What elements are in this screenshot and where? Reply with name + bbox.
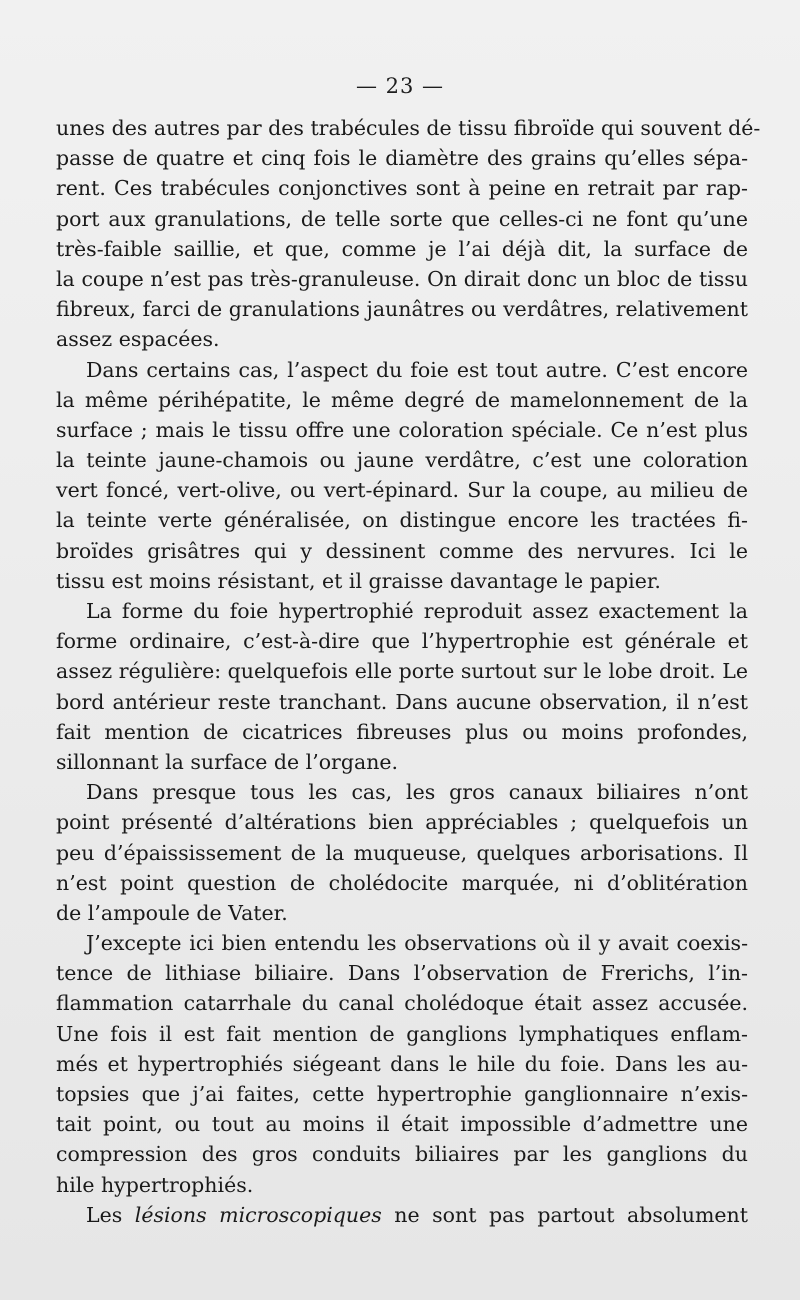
text-line: més et hypertrophiés siégeant dans le hile du foie. Dans les au- bbox=[56, 1051, 748, 1076]
body-text bbox=[56, 113, 761, 1230]
text-line: tait point, ou tout au moins il était impossible d’admettre une bbox=[56, 1112, 748, 1137]
text-line: la teinte jaune-chamois ou jaune verdâtre, c’est une coloration bbox=[56, 448, 748, 473]
text-line: la même périhépatite, le même degré de mamelonnement de la bbox=[56, 387, 748, 412]
text-line: la teinte verte généralisée, on distingue encore les tractées fi- bbox=[56, 508, 748, 533]
text-line: de l’ampoule de Vater. bbox=[56, 900, 288, 925]
text-line: forme ordinaire, c’est-à-dire que l’hypertrophie est générale et bbox=[56, 629, 748, 654]
paragraph bbox=[56, 596, 748, 777]
text-line: assez espacées. bbox=[56, 327, 220, 352]
page-number: — 23 — bbox=[355, 74, 445, 98]
text-line: tence de lithiase biliaire. Dans l’observation de Frerichs, l’in- bbox=[56, 961, 748, 986]
text-line: compression des gros conduits biliaires par les ganglions du bbox=[56, 1142, 748, 1167]
final-line-after: ne sont pas partout absolument bbox=[381, 1202, 748, 1227]
text-line: port aux granulations, de telle sorte que celles-ci ne font qu’une bbox=[56, 206, 748, 231]
text-line: sillonnant la surface de l’organe. bbox=[56, 749, 399, 774]
text-line: bord antérieur reste tranchant. Dans aucune observation, il n’est bbox=[56, 689, 748, 714]
final-line-before: Les bbox=[86, 1202, 135, 1227]
text-line: topsies que j’ai faites, cette hypertrophie ganglionnaire n’exis- bbox=[56, 1082, 748, 1106]
paragraph bbox=[56, 355, 748, 597]
text-line: n’est point question de cholédocite marquée, ni d’oblitération bbox=[56, 870, 748, 895]
paragraph bbox=[56, 113, 761, 355]
text-line: broïdes grisâtres qui y dessinent comme des nervures. Ici le bbox=[56, 538, 748, 563]
paragraph bbox=[56, 777, 748, 928]
text-line: passe de quatre et cinq fois le diamètre des grains qu’elles sépa- bbox=[56, 146, 748, 171]
text-line: rent. Ces trabécules conjonctives sont à peine en retrait par rap- bbox=[56, 176, 748, 201]
text-line: point présenté d’altérations bien appréciables ; quelquefois un bbox=[56, 810, 748, 835]
text-line: flammation catarrhale du canal cholédoque était assez accusée. bbox=[56, 991, 748, 1016]
text-line: Dans presque tous les cas, les gros canaux biliaires n’ont bbox=[86, 780, 748, 805]
text-line: La forme du foie hypertrophié reproduit assez exactement la bbox=[86, 599, 748, 623]
text-line: tissu est moins résistant, et il graisse davantage le papier. bbox=[56, 568, 661, 593]
text-line: unes des autres par des trabécules de tissu fibroïde qui souvent dé- bbox=[56, 116, 761, 140]
text-line: surface ; mais le tissu offre une coloration spéciale. Ce n’est plus bbox=[56, 417, 748, 442]
paragraph-list bbox=[56, 113, 761, 1200]
text-line: peu d’épaississement de la muqueuse, quelques arborisations. Il bbox=[56, 840, 748, 865]
final-line-italic: lésions microscopiques bbox=[134, 1202, 382, 1227]
text-line: assez régulière: quelquefois elle porte surtout sur le lobe droit. Le bbox=[56, 659, 748, 684]
text-line: Dans certains cas, l’aspect du foie est tout autre. C’est encore bbox=[86, 357, 748, 382]
text-line: fait mention de cicatrices fibreuses plus ou moins profondes, bbox=[56, 719, 748, 744]
final-text-line bbox=[56, 1200, 748, 1230]
text-line: très-faible saillie, et que, comme je l’ai déjà dit, la surface de bbox=[56, 236, 748, 261]
text-line: Une fois il est fait mention de ganglions lymphatiques enflam- bbox=[56, 1021, 748, 1046]
text-line: fibreux, farci de granulations jaunâtres ou verdâtres, relativement bbox=[56, 297, 748, 322]
text-line: J’excepte ici bien entendu les observations où il y avait coexis- bbox=[86, 931, 748, 956]
text-line: hile hypertrophiés. bbox=[56, 1172, 254, 1197]
text-line: vert foncé, vert-olive, ou vert-épinard. Sur la coupe, au milieu de bbox=[56, 478, 748, 503]
text-line: la coupe n’est pas très-granuleuse. On dirait donc un bloc de tissu bbox=[56, 266, 748, 291]
paragraph bbox=[56, 928, 748, 1200]
